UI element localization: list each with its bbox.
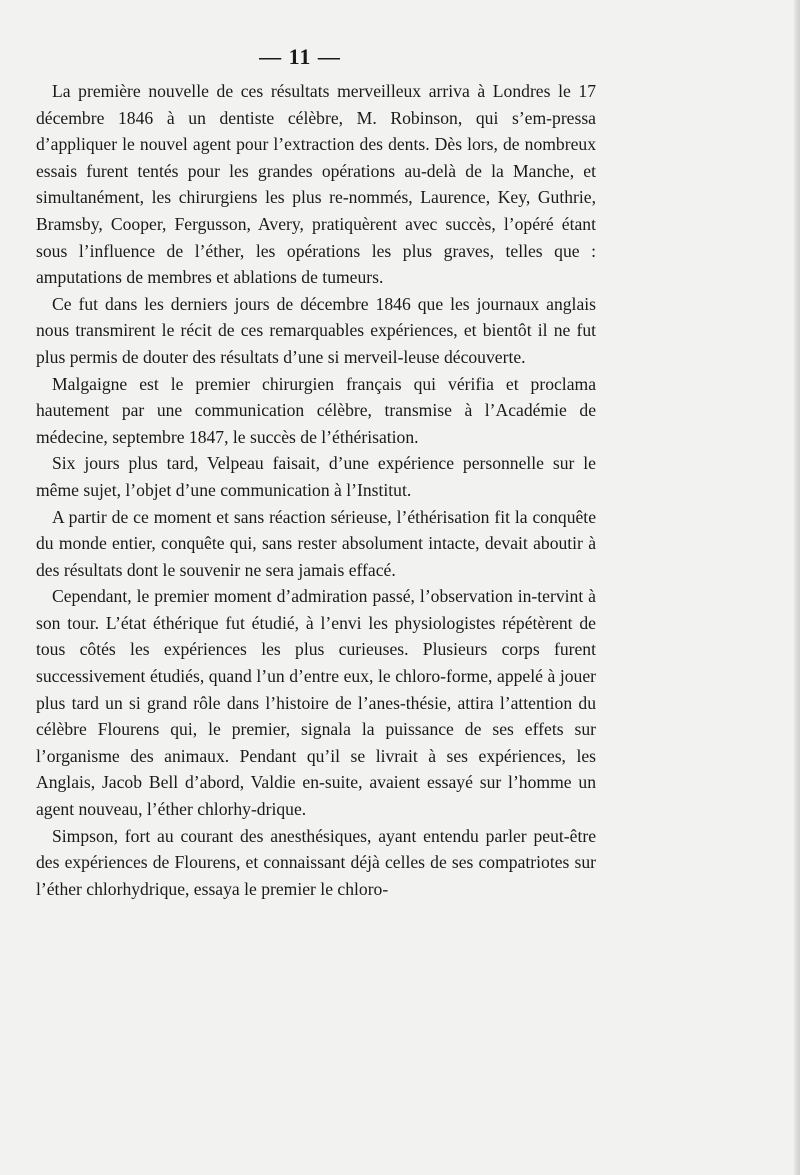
paragraph-7: Simpson, fort au courant des anesthésiques, ayant entendu parler peut-être des expériences de Flourens, et connaissant déjà celles de ses compatriotes sur l’éther chlorhydrique, essaya le premier le chloro- bbox=[36, 825, 596, 899]
page-edge-shadow bbox=[794, 0, 800, 1175]
paragraph-3: Malgaigne est le premier chirurgien français qui vérifia et proclama hautement par une communication célèbre, transmise à l’Académie de médecine, septembre 1847, le succès de l’éthérisation. bbox=[36, 373, 596, 447]
paragraph-4: Six jours plus tard, Velpeau faisait, d’une expérience personnelle sur le même sujet, l’objet d’une communication à l’Institut. bbox=[36, 453, 596, 500]
paragraph-6: Cependant, le premier moment d’admiration passé, l’observation in-tervint à son tour. L’état éthérique fut étudié, à l’envi les physiologistes répétèrent de tous côtés les expériences les plus curieuses. Plusieurs corps furent successivement étudiés, quand l’un d’entre eux, le chloro-forme, appelé à jouer plus tard un si grand rôle dans l’histoire de l’anes-thésie, attira l’attention du célèbre Flourens qui, le premier, signala la puissance de ses effets sur l’organisme des animaux. Pendant qu’il se livrait à ses expériences, les Anglais, Jacob Bell d’abord, Valdie en-suite, avaient essayé sur l’homme un agent nouveau, l’éther chlorhy-drique. bbox=[36, 586, 596, 820]
paragraph-1: La première nouvelle de ces résultats merveilleux arriva à Londres le 17 décembre 1846 à un dentiste célèbre, M. Robinson, qui s’em-pressa d’appliquer le nouvel agent pour l’extraction des dents. Dès lors, de nombreux essais furent tentés pour les grandes opérations au-delà de la Manche, et simultanément, les chirurgiens les plus re-nommés, Laurence, Key, Guthrie, Bramsby, Cooper, Fergusson, Avery, pratiquèrent avec succès, l’opéré étant sous l’influence de l’éther, les opérations les plus graves, telles que : amputations de membres et ablations de tumeurs. bbox=[36, 81, 596, 288]
paragraph-2: Ce fut dans les derniers jours de décembre 1846 que les journaux anglais nous transmirent le récit de ces remarquables expériences, et bientôt il ne fut plus permis de douter des résultats d’une si merveil-leuse découverte. bbox=[36, 293, 596, 367]
page-number: — 11 — bbox=[259, 44, 341, 69]
paragraph-5: A partir de ce moment et sans réaction sérieuse, l’éthérisation fit la conquête du monde entier, conquête qui, sans rester absolument intacte, devait aboutir à des résultats dont le souvenir ne sera jamais effacé. bbox=[36, 506, 596, 580]
body-text bbox=[36, 78, 596, 902]
